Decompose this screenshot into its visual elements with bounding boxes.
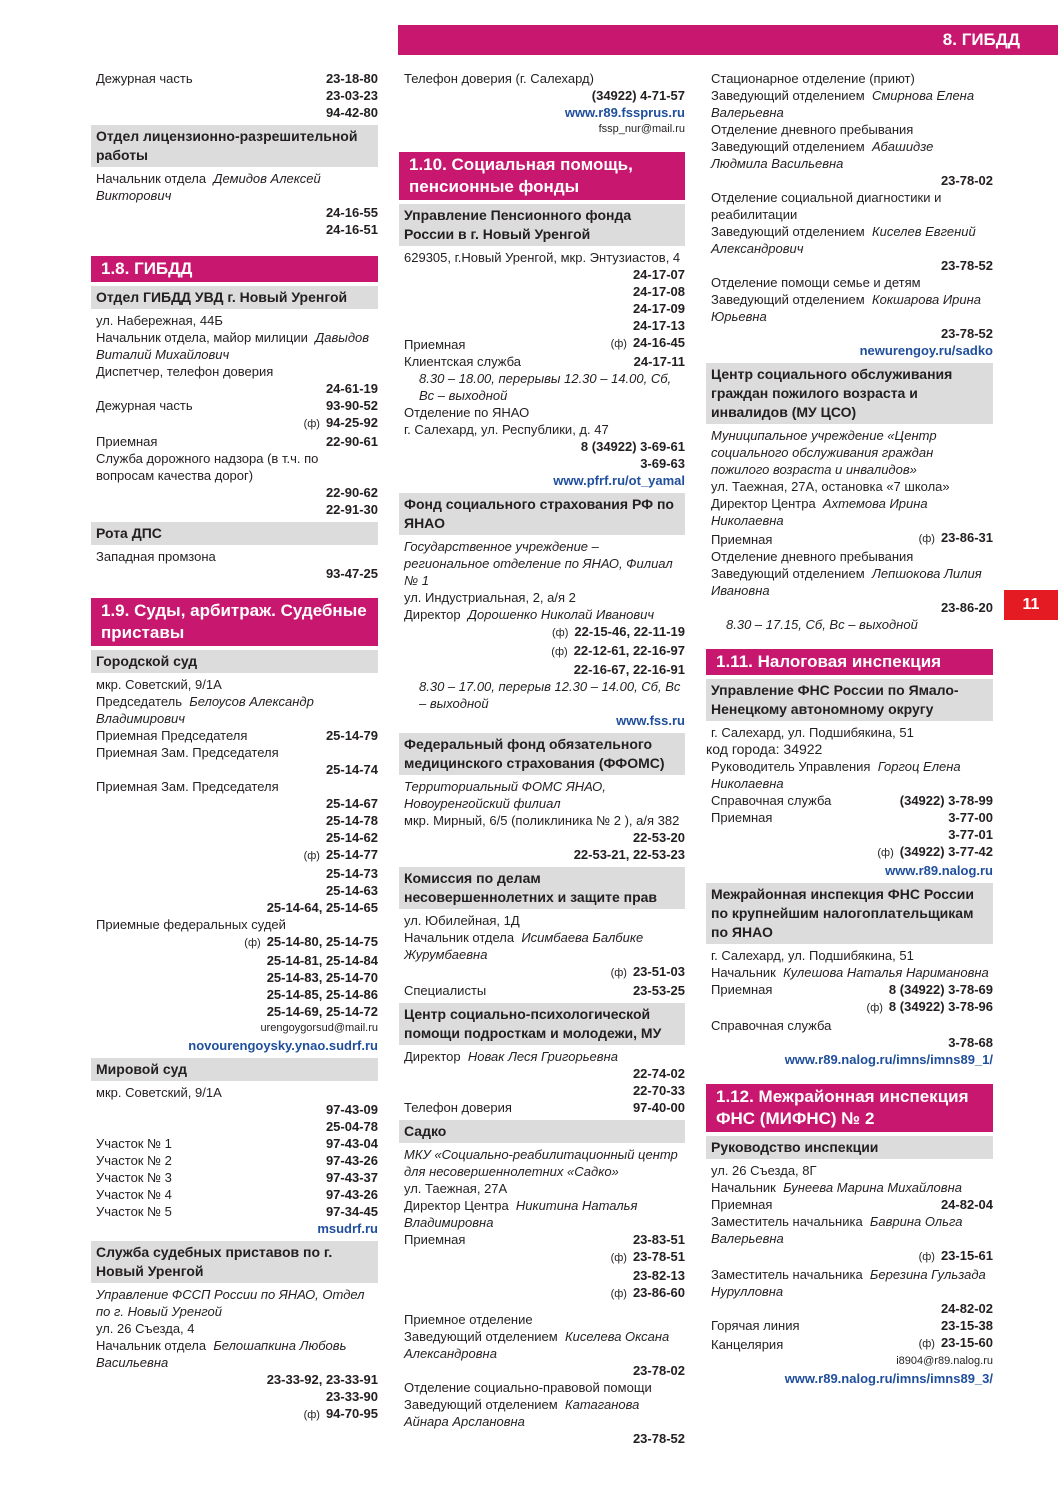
- kdn-title: Комиссия по делам несовершеннолетних и защите прав: [399, 867, 685, 909]
- phone: 3-78-68: [948, 1035, 993, 1050]
- plot-row: Участок № 1 97-43-04: [96, 1136, 378, 1151]
- column-2: [399, 70, 685, 1447]
- phone: 22-91-30: [325, 502, 378, 517]
- phone: 24-16-55: [325, 205, 378, 220]
- column-1: [91, 70, 378, 1424]
- website-link[interactable]: newurengoy.ru/sadko: [859, 343, 993, 358]
- fss-dir: Директор Дорошенко Николай Иванович: [404, 607, 655, 622]
- address: ул. Таежная, 27А, остановка «7 школа»: [711, 479, 950, 494]
- label: Стационарное отделение (приют): [711, 71, 915, 86]
- mgmt-chief: Начальник Бунеева Марина Михайловна: [711, 1180, 962, 1195]
- website-link[interactable]: www.r89.nalog.ru: [885, 863, 993, 878]
- phone: 25-14-62: [325, 830, 378, 845]
- phone: 22-70-33: [632, 1083, 685, 1098]
- lic-chief: Начальник отдела Демидов Алексей Викторович: [96, 171, 321, 203]
- mifns-title: Межрайонная инспекция ФНС России по крупнейшим налогоплательщикам по ЯНАО: [706, 883, 993, 944]
- address: г. Салехард, ул. Подшибякина, 51: [711, 948, 914, 963]
- phone: 8 (34922) 3-69-61: [580, 439, 685, 454]
- hours: 8.30 – 17.15, Сб, Вс – выходной: [726, 617, 918, 632]
- adm-head: Заведующий отделением Киселева Оксана Александровна: [404, 1329, 670, 1361]
- fax-row: (ф) 94-70-95: [303, 1406, 378, 1421]
- soc-head: Заведующий отделением Катаганова Айнара Арслановна: [404, 1397, 640, 1429]
- website-link[interactable]: www.r89.nalog.ru/imns/imns89_3/: [784, 1371, 993, 1386]
- dep1: Заместитель начальника Баврина Ольга Валерьевна: [711, 1214, 963, 1246]
- row: Телефон доверия 97-40-00: [404, 1100, 685, 1115]
- plot-row: Участок № 3 97-43-37: [96, 1170, 378, 1185]
- address: мкр. Советский, 9/1А: [96, 1085, 222, 1100]
- label: Приемные федеральных судей: [96, 917, 286, 932]
- phone: 25-14-63: [325, 883, 378, 898]
- phone: 25-14-73: [325, 866, 378, 881]
- cso-title: Центр социального обслуживания граждан пожилого возраста и инвалидов (МУ ЦСО): [706, 363, 993, 424]
- address: 629305, г.Новый Уренгой, мкр. Энтузиастов, 4: [404, 250, 681, 265]
- phone: 23-33-92, 23-33-91: [266, 1372, 378, 1387]
- phone: 22-16-67, 22-16-91: [573, 662, 685, 677]
- address: ул. 26 Съезда, 4: [96, 1321, 195, 1336]
- address: г. Салехард, ул. Республики, д. 47: [404, 422, 609, 437]
- cso-day-head: Заведующий отделением Лепшокова Лилия Ивановна: [711, 566, 982, 598]
- website-link[interactable]: www.pfrf.ru/ot_yamal: [553, 473, 685, 488]
- fax-row: (ф) 94-25-92: [303, 415, 378, 430]
- gibdd-chief: Начальник отдела, майор милиции Давыдов Виталий Михайлович: [96, 330, 370, 362]
- phone: (34922) 4-71-57: [591, 88, 685, 103]
- row: Приемная 22-90-61: [96, 434, 378, 449]
- row: Приемная (ф) 23-86-31: [711, 530, 993, 547]
- cspp-title: Центр социально-психологической помощи подросткам и молодежи, МУ: [399, 1003, 685, 1045]
- label: Справочная служба: [711, 1018, 832, 1033]
- label: Отделение дневного пребывания: [711, 549, 914, 564]
- hours: 8.30 – 18.00, перерывы 12.30 – 14.00, Сб, Вс – выходной: [419, 371, 672, 403]
- fax-row: (ф) 25-14-77: [303, 847, 378, 862]
- email-link[interactable]: i8904@r89.nalog.ru: [896, 1355, 993, 1367]
- row: Специалисты 23-53-25: [404, 983, 685, 998]
- label: Отделение дневного пребывания: [711, 122, 914, 137]
- phone: 22-74-02: [632, 1066, 685, 1081]
- phone: 24-82-02: [940, 1301, 993, 1316]
- label: Отделение социально-правовой помощи: [404, 1380, 652, 1395]
- phone: 24-17-07: [632, 267, 685, 282]
- phone: 23-82-13: [632, 1268, 685, 1283]
- phone: 97-43-09: [325, 1102, 378, 1117]
- phone: 22-90-62: [325, 485, 378, 500]
- day-head: Заведующий отделением Абашидзе Людмила Васильевна: [711, 139, 934, 171]
- fss-title: Фонд социального страхования РФ по ЯНАО: [399, 493, 685, 535]
- description: Муниципальное учреждение «Центр социального обслуживания граждан пожилого возраста и инвалидов»: [711, 428, 937, 477]
- row: Клиентская служба 24-17-11: [404, 354, 685, 369]
- sadko-title: Садко: [399, 1120, 685, 1143]
- hours: 8.30 – 17.00, перерыв 12.30 – 14.00, Сб, Вс – выходной: [419, 679, 681, 711]
- fax-row: (ф) 22-12-61, 22-16-97: [551, 643, 685, 658]
- label: Отделение по ЯНАО: [404, 405, 530, 420]
- phone: 23-78-52: [940, 326, 993, 341]
- duty-row: Дежурная часть 23-18-80: [96, 71, 378, 86]
- section-1-12: 1.12. Межрайонная инспекция ФНС (МИФНС) № 2: [706, 1084, 993, 1132]
- label: Отделение социальной диагностики и реабилитации: [711, 190, 942, 222]
- website-link[interactable]: novourengoysky.ynao.sudrf.ru: [188, 1038, 378, 1053]
- address: мкр. Советский, 9/1А: [96, 677, 222, 692]
- foms-title: Федеральный фонд обязательного медицинского страхования (ФФОМС): [399, 733, 685, 775]
- website-link[interactable]: www.fss.ru: [616, 713, 685, 728]
- phone: 25-14-67: [325, 796, 378, 811]
- section-1-9: 1.9. Суды, арбитраж. Судебные приставы: [91, 598, 378, 646]
- dps-title: Рота ДПС: [91, 522, 378, 545]
- cso-dir: Директор Центра Ахтемова Ирина Николаевна: [711, 496, 928, 528]
- fssp-title: Служба судебных приставов по г. Новый Уренгой: [91, 1241, 378, 1283]
- pfr-title: Управление Пенсионного фонда России в г. Новый Уренгой: [399, 204, 685, 246]
- gibdd-title: Отдел ГИБДД УВД г. Новый Уренгой: [91, 286, 378, 309]
- phone: 23-03-23: [325, 88, 378, 103]
- section-1-8: 1.8. ГИБДД: [91, 256, 378, 282]
- label: Телефон доверия (г. Салехард): [404, 71, 594, 86]
- row: Приемная 8 (34922) 3-78-69: [711, 982, 993, 997]
- phone: 25-14-74: [325, 762, 378, 777]
- row: Приемная 24-82-04: [711, 1197, 993, 1212]
- phone: 25-14-64, 25-14-65: [266, 900, 378, 915]
- phone: 25-04-78: [325, 1119, 378, 1134]
- phone: 22-53-21, 22-53-23: [573, 847, 685, 862]
- row: Горячая линия 23-15-38: [711, 1318, 993, 1333]
- website-link[interactable]: www.r89.fssprus.ru: [564, 105, 685, 120]
- phone: 22-53-20: [632, 830, 685, 845]
- fax-row: (ф) 23-78-51: [610, 1249, 685, 1264]
- phone: 23-78-52: [940, 258, 993, 273]
- phone: 24-17-13: [632, 318, 685, 333]
- row: Приемная (ф) 24-16-45: [404, 335, 685, 352]
- column-3: [706, 70, 993, 1387]
- plot-row: Участок № 2 97-43-26: [96, 1153, 378, 1168]
- address: мкр. Мирный, 6/5 (поликлиника № 2 ), а/я 382: [404, 813, 680, 828]
- phone: 23-78-02: [632, 1363, 685, 1378]
- address: г. Салехард, ул. Подшибякина, 51: [711, 725, 914, 740]
- lic-title: Отдел лицензионно-разрешительной работы: [91, 125, 378, 167]
- diag-head: Заведующий отделением Киселев Евгений Александрович: [711, 224, 976, 256]
- description: МКУ «Социально-реабилитационный центр для несовершеннолетних «Садко»: [404, 1147, 678, 1179]
- section-1-10: 1.10. Социальная помощь, пенсионные фонды: [399, 152, 685, 200]
- label: Диспетчер, телефон доверия: [96, 364, 274, 379]
- email-link[interactable]: urengoygorsud@mail.ru: [260, 1022, 378, 1034]
- row: Приемная Председателя 25-14-79: [96, 728, 378, 743]
- phone: 24-16-51: [325, 222, 378, 237]
- stac-head: Заведующий отделением Смирнова Елена Валерьевна: [711, 88, 975, 120]
- label: Служба дорожного надзора (в т.ч. по вопросам качества дорог): [96, 451, 319, 483]
- mgmt-title: Руководство инспекции: [706, 1136, 993, 1159]
- phone: 23-33-90: [325, 1389, 378, 1404]
- phone: 25-14-81, 25-14-84: [266, 953, 378, 968]
- ufns-title: Управление ФНС России по Ямало-Ненецкому автономному округу: [706, 679, 993, 721]
- website-link[interactable]: www.r89.nalog.ru/imns/imns89_1/: [784, 1052, 993, 1067]
- fax-row: (ф) 23-51-03: [610, 964, 685, 979]
- plot-row: Участок № 4 97-43-26: [96, 1187, 378, 1202]
- address: ул. 26 Съезда, 8Г: [711, 1163, 817, 1178]
- row: Приемная 23-83-51: [404, 1232, 685, 1247]
- phone: 23-78-52: [632, 1431, 685, 1446]
- phone: 93-47-25: [325, 566, 378, 581]
- email-link[interactable]: fssp_nur@mail.ru: [598, 123, 685, 135]
- sadko-dir: Директор Центра Никитина Наталья Владимировна: [404, 1198, 638, 1230]
- mirsud-title: Мировой суд: [91, 1058, 378, 1081]
- description: Территориальный ФОМС ЯНАО, Новоуренгойский филиал: [404, 779, 606, 811]
- label: Приемное отделение: [404, 1312, 533, 1327]
- address: ул. Юбилейная, 1Д: [404, 913, 520, 928]
- phone: 24-17-08: [632, 284, 685, 299]
- section-1-11: 1.11. Налоговая инспекция: [706, 649, 993, 675]
- phone: 25-14-69, 25-14-72: [266, 1004, 378, 1019]
- row: Справочная служба (34922) 3-78-99: [711, 793, 993, 808]
- row: Приемная 3-77-00: [711, 810, 993, 825]
- fax-row: (ф) 23-15-61: [918, 1248, 993, 1263]
- fax-row: (ф) 8 (34922) 3-78-96: [866, 999, 993, 1014]
- phone: 24-17-09: [632, 301, 685, 316]
- gorsud-title: Городской суд: [91, 650, 378, 673]
- phone: 24-61-19: [325, 381, 378, 396]
- description: Управление ФССП России по ЯНАО, Отдел по г. Новый Уренгой: [96, 1287, 365, 1319]
- cspp-dir: Директор Новак Леся Григорьевна: [404, 1049, 618, 1064]
- phone: 25-14-83, 25-14-70: [266, 970, 378, 985]
- fam-head: Заведующий отделением Кокшарова Ирина Юрьевна: [711, 292, 981, 324]
- address: ул. Набережная, 44Б: [96, 313, 223, 328]
- address: ул. Индустриальная, 2, а/я 2: [404, 590, 576, 605]
- row: Дежурная часть 93-90-52: [96, 398, 378, 413]
- phone: 23-78-02: [940, 173, 993, 188]
- dep2: Заместитель начальника Березина Гульзада Нурулловна: [711, 1267, 986, 1299]
- fax-row: (ф) 23-86-60: [610, 1285, 685, 1300]
- fssp-chief: Начальник отдела Белошапкина Любовь Васильевна: [96, 1338, 347, 1370]
- phone: 23-86-20: [940, 600, 993, 615]
- gorsud-chair: Председатель Белоусов Александр Владимирович: [96, 694, 314, 726]
- label: Отделение помощи семье и детям: [711, 275, 921, 290]
- phone: 25-14-78: [325, 813, 378, 828]
- label: Приемная Зам. Председателя: [96, 779, 279, 794]
- city-code: код города: 34922: [706, 741, 823, 757]
- section-header-bar: [398, 25, 1058, 55]
- row: Канцелярия (ф) 23-15-60: [711, 1335, 993, 1352]
- address: Западная промзона: [96, 549, 216, 564]
- phone: 3-69-63: [640, 456, 685, 471]
- phone: 25-14-85, 25-14-86: [266, 987, 378, 1002]
- address: ул. Таежная, 27А: [404, 1181, 508, 1196]
- label: Приемная Зам. Председателя: [96, 745, 279, 760]
- page-number: 11: [1004, 590, 1058, 620]
- fax-row: (ф) 22-15-46, 22-11-19: [552, 624, 685, 639]
- mifns-chief: Начальник Кулешова Наталья Наримановна: [711, 965, 989, 980]
- ufns-head: Руководитель Управления Горгоц Елена Николаевна: [711, 759, 961, 791]
- phone: 3-77-01: [948, 827, 993, 842]
- phone: 94-42-80: [325, 105, 378, 120]
- fax-row: (ф) 25-14-80, 25-14-75: [244, 934, 378, 949]
- fax-row: (ф) (34922) 3-77-42: [877, 844, 993, 859]
- plot-row: Участок № 5 97-34-45: [96, 1204, 378, 1219]
- kdn-chief: Начальник отдела Исимбаева Балбике Журумбаевна: [404, 930, 644, 962]
- website-link[interactable]: msudrf.ru: [317, 1221, 378, 1236]
- description: Государственное учреждение – региональное отделение по ЯНАО, Филиал № 1: [404, 539, 673, 588]
- section-header-title: 8. ГИБДД: [942, 30, 1020, 49]
